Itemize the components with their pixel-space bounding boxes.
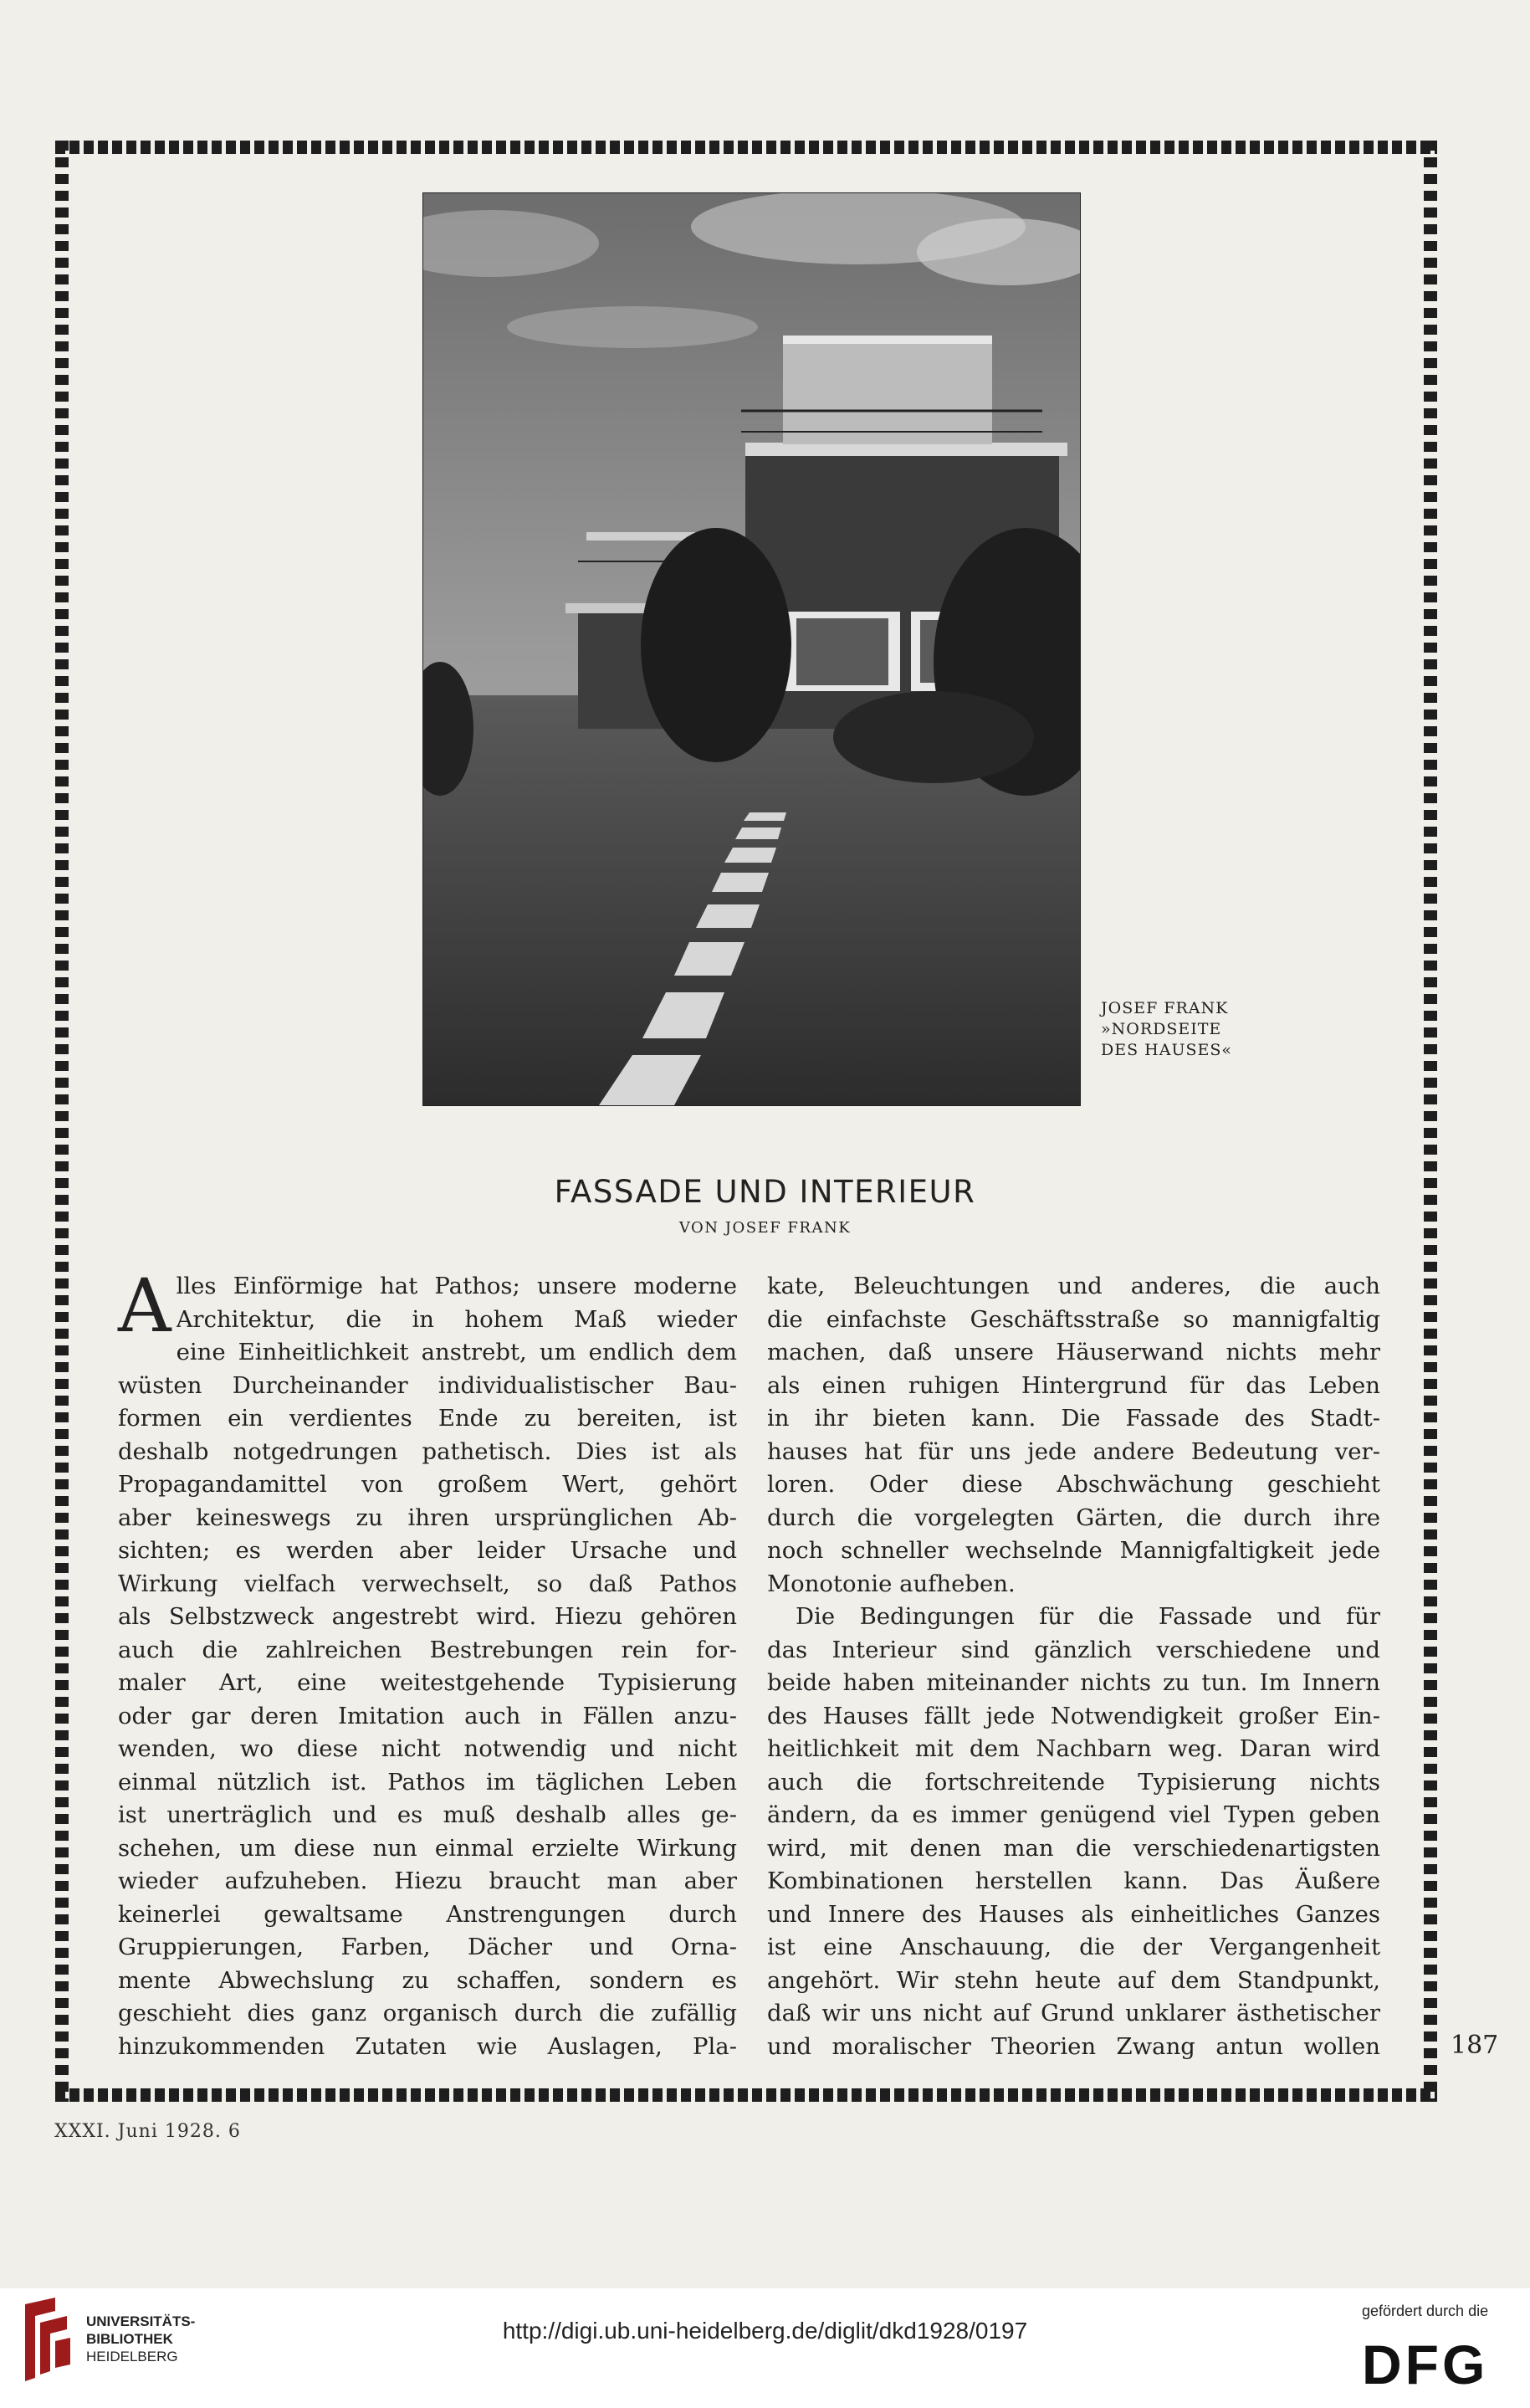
text-line: Gruppierungen, Farben, Dächer und Orna- (118, 1934, 737, 1960)
text-line: daß wir uns nicht auf Grund unklarer ästhetischer (767, 2000, 1380, 2026)
border-right (1424, 141, 1437, 2102)
text-line: maler Art, eine weitestgehende Typisierung (118, 1669, 737, 1696)
text-line: keinerlei gewaltsame Anstrengungen durch (118, 1900, 737, 1928)
text-column-left (118, 1263, 737, 2063)
border-bottom (55, 2088, 1437, 2102)
caption-line: »NORDSEITE (1101, 1020, 1222, 1038)
text-line: das Interieur sind gänzlich verschiedene und (767, 1636, 1380, 1663)
text-line: noch schneller wechselnde Mannigfaltigkeit jede (767, 1537, 1380, 1564)
text-line: aber keineswegs zu ihren ursprünglichen Ab- (118, 1504, 737, 1531)
text-line: Kombinationen herstellen kann. Das Äußere (767, 1867, 1380, 1894)
text-line: kate, Beleuchtungen und anderes, die auch (767, 1273, 1380, 1299)
digitization-footer (0, 2288, 1530, 2408)
text-line: des Hauses fällt jede Notwendigkeit großer Ein- (767, 1702, 1380, 1729)
text-line: ist unerträglich und es muß deshalb alles ge- (118, 1801, 737, 1828)
text-line: als einen ruhigen Hintergrund für das Leben (767, 1371, 1380, 1399)
text-line: Die Bedingungen für die Fassade und für (796, 1603, 1380, 1630)
text-line: machen, daß unsere Häuserwand nichts mehr (767, 1339, 1380, 1365)
text-line: ist eine Anschauung, die der Vergangenheit (767, 1934, 1380, 1960)
house-photograph (422, 192, 1081, 1106)
text-line: die einfachste Geschäftsstraße so mannigfaltig (767, 1305, 1380, 1333)
border-left (55, 141, 69, 2102)
library-line: BIBLIOTHEK (86, 2331, 173, 2347)
text-line: sichten; es werden aber leider Ursache und (118, 1537, 737, 1564)
text-line: angehört. Wir stehn heute auf dem Standpunkt, (767, 1966, 1380, 1994)
photo-caption (1101, 998, 1268, 1061)
caption-line: DES HAUSES« (1101, 1041, 1232, 1059)
text-line: formen ein verdientes Ende zu bereiten, ist (118, 1405, 737, 1432)
text-line: wieder aufzuheben. Hiezu braucht man aber (118, 1867, 737, 1894)
text-line: deshalb notgedrungen pathetisch. Dies ist als (118, 1437, 737, 1465)
text-line: Monotonie aufheben. (767, 1570, 1016, 1597)
text-line: wüsten Durcheinander individualistischer Bau- (118, 1371, 737, 1399)
text-line: hauses hat für uns jede andere Bedeutung ver- (767, 1437, 1380, 1465)
text-line: hinzukommenden Zutaten wie Auslagen, Pla- (118, 2032, 737, 2060)
text-line: mente Abwechslung zu schaffen, sondern es (118, 1966, 737, 1994)
funding-note: gefördert durch die (1362, 2303, 1489, 2319)
article-title: FASSADE UND INTERIEUR (554, 1174, 976, 1210)
text-line: wird, mit denen man die verschiedenartigsten (767, 1834, 1380, 1862)
text-line: durch die vorgelegten Gärten, die durch ihre (767, 1504, 1380, 1531)
text-line: wenden, wo diese nicht notwendig und nicht (118, 1735, 737, 1762)
text-line: und Innere des Hauses als einheitliches Ganzes (767, 1900, 1380, 1928)
text-line: einmal nützlich ist. Pathos im täglichen Leben (118, 1768, 737, 1796)
text-line: auch die fortschreitende Typisierung nichts (767, 1768, 1380, 1796)
article-byline: VON JOSEF FRANK (678, 1219, 852, 1237)
text-line: schehen, um diese nun einmal erzielte Wirkung (118, 1834, 737, 1862)
caption-line: JOSEF FRANK (1101, 999, 1229, 1017)
text-line: Propagandamittel von großem Wert, gehört (118, 1471, 737, 1498)
library-line: HEIDELBERG (86, 2349, 178, 2364)
dfg-logo: DFG (1362, 2334, 1489, 2395)
text-line: oder gar deren Imitation auch in Fällen anzu- (118, 1702, 737, 1729)
library-line: UNIVERSITÄTS- (86, 2313, 196, 2329)
text-line: Architektur, die in hohem Maß wieder (176, 1305, 737, 1333)
text-column-right (767, 1270, 1380, 2063)
text-line: Wirkung vielfach verwechselt, so daß Pathos (118, 1570, 737, 1597)
drop-cap: A (118, 1263, 171, 1349)
text-line: heitlichkeit mit dem Nachbarn weg. Daran wird (767, 1735, 1380, 1762)
text-line: als Selbstzweck angestrebt wird. Hiezu gehören (118, 1603, 737, 1630)
text-line: beide haben miteinander nichts zu tun. Im Innern (767, 1669, 1380, 1696)
text-line: lles Einförmige hat Pathos; unsere moderne (176, 1273, 737, 1299)
page-number: 187 (1451, 2031, 1499, 2060)
issue-line: XXXI. Juni 1928. 6 (54, 2121, 241, 2142)
text-line: und moralischer Theorien Zwang antun wollen (767, 2032, 1380, 2060)
permalink-url[interactable]: http://digi.ub.uni-heidelberg.de/diglit/dkd1928/0197 (502, 2318, 1028, 2344)
text-line: auch die zahlreichen Bestrebungen rein for- (118, 1636, 737, 1663)
text-line: eine Einheitlichkeit anstrebt, um endlich dem (176, 1339, 737, 1365)
text-line: ändern, da es immer genügend viel Typen geben (767, 1801, 1380, 1828)
border-top (55, 141, 1437, 154)
text-line: in ihr bieten kann. Die Fassade des Stadt- (767, 1405, 1380, 1432)
text-line: loren. Oder diese Abschwächung geschieht (767, 1471, 1380, 1498)
text-line: geschieht dies ganz organisch durch die zufällig (118, 2000, 737, 2026)
